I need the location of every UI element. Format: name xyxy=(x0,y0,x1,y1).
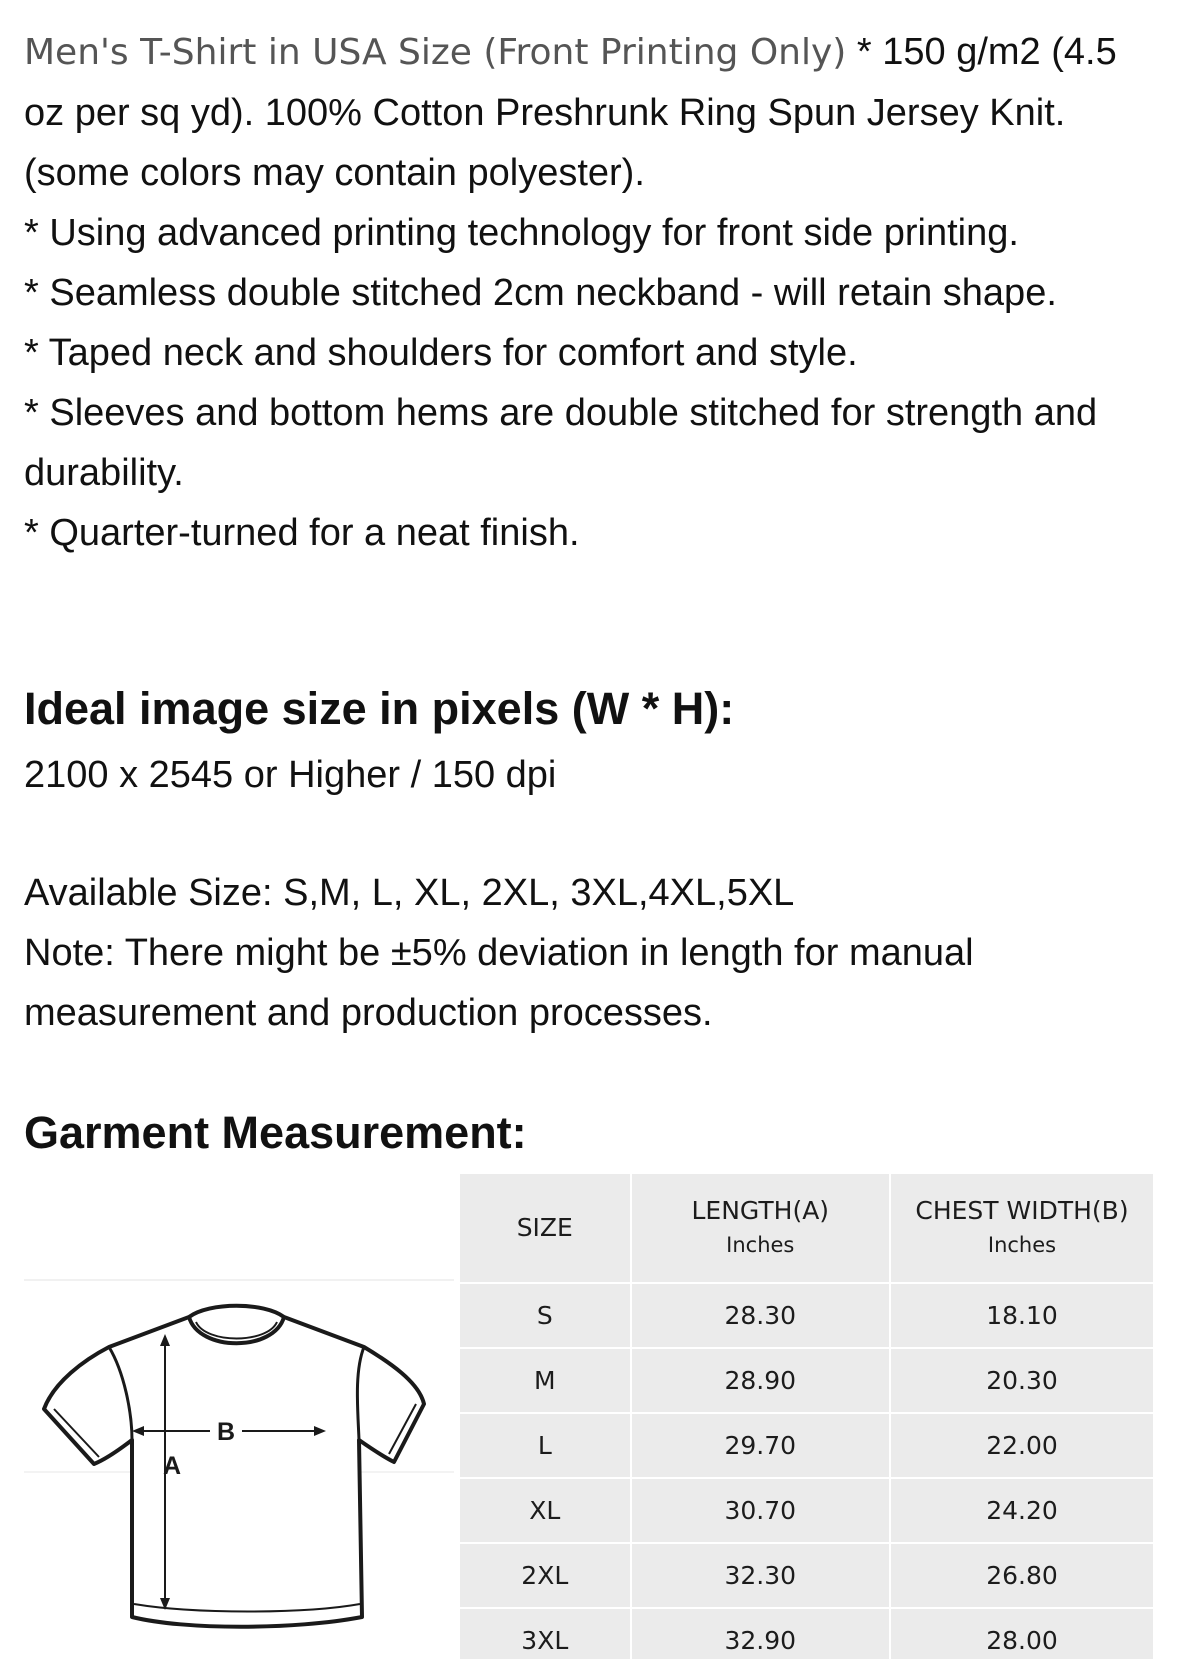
product-title: Men's T-Shirt in USA Size (Front Printing Only) xyxy=(24,32,847,73)
header-length: LENGTH(A) Inches xyxy=(631,1173,890,1283)
available-sizes: Available Size: S,M, L, XL, 2XL, 3XL,4XL,5XL xyxy=(24,872,795,914)
feature-bullet: * Seamless double stitched 2cm neckband - will retain shape. xyxy=(24,272,1057,314)
chest-cell: 28.00 xyxy=(890,1608,1154,1659)
chest-cell: 22.00 xyxy=(890,1413,1154,1478)
size-cell: XL xyxy=(459,1478,631,1543)
label-a: A xyxy=(162,1452,182,1480)
header-chest-width: CHEST WIDTH(B) Inches xyxy=(890,1173,1154,1283)
length-cell: 29.70 xyxy=(631,1413,890,1478)
chest-unit: Inches xyxy=(987,1233,1057,1257)
image-size-heading: Ideal image size in pixels (W * H): xyxy=(24,683,735,734)
length-cell: 28.30 xyxy=(631,1283,890,1348)
table-row xyxy=(459,1283,1154,1348)
size-cell: S xyxy=(459,1283,631,1348)
label-b: B xyxy=(216,1418,236,1446)
deviation-note: Note: There might be ±5% deviation in length for manual measurement and production processes. xyxy=(24,932,974,1034)
size-cell: M xyxy=(459,1348,631,1413)
table-row xyxy=(459,1543,1154,1608)
garment-measurement-heading: Garment Measurement: xyxy=(24,1107,527,1158)
chest-cell: 20.30 xyxy=(890,1348,1154,1413)
table-row xyxy=(459,1608,1154,1659)
length-unit: Inches xyxy=(726,1233,795,1257)
image-size-value: 2100 x 2545 or Higher / 150 dpi xyxy=(24,754,557,796)
size-cell: 3XL xyxy=(459,1608,631,1659)
tshirt-diagram xyxy=(24,1172,454,1659)
length-cell: 30.70 xyxy=(631,1478,890,1543)
size-cell: 2XL xyxy=(459,1543,631,1608)
size-table xyxy=(458,1172,1155,1659)
table-row xyxy=(459,1478,1154,1543)
feature-bullet: * Sleeves and bottom hems are double stitched for strength and durability. xyxy=(24,392,1098,494)
length-cell: 28.90 xyxy=(631,1348,890,1413)
size-table-header xyxy=(459,1173,1154,1283)
length-cell: 32.30 xyxy=(631,1543,890,1608)
size-cell: L xyxy=(459,1413,631,1478)
size-chart xyxy=(458,1172,1155,1659)
chest-cell: 26.80 xyxy=(890,1543,1154,1608)
feature-bullet: * Taped neck and shoulders for comfort and style. xyxy=(24,332,858,374)
header-size: SIZE xyxy=(459,1173,631,1283)
fabric-spec: * 150 g/m2 (4.5 oz per sq yd). 100% Cotton Preshrunk Ring Spun Jersey Knit.(some colors may contain polyester). xyxy=(24,31,1117,194)
length-cell: 32.90 xyxy=(631,1608,890,1659)
tshirt-outline xyxy=(44,1306,424,1627)
table-row xyxy=(459,1413,1154,1478)
feature-bullet: * Using advanced printing technology for front side printing. xyxy=(24,212,1019,254)
feature-bullet: * Quarter-turned for a neat finish. xyxy=(24,512,580,554)
table-row xyxy=(459,1348,1154,1413)
product-description xyxy=(24,22,1164,563)
chest-cell: 18.10 xyxy=(890,1283,1154,1348)
chest-cell: 24.20 xyxy=(890,1478,1154,1543)
fabric-paragraph xyxy=(24,22,1164,203)
